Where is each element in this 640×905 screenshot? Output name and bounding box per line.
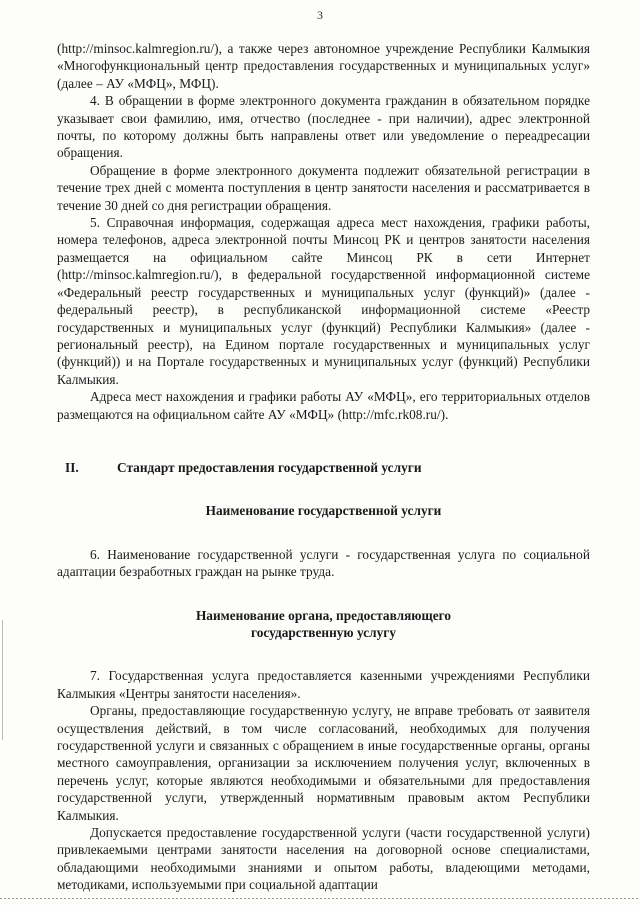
section-heading xyxy=(57,459,590,476)
authority-heading-line2: государственную услугу xyxy=(250,624,396,640)
paragraph-6: 6. Наименование государственной услуги - государственная услуга по социальной адаптации безработных граждан на рынке труда. xyxy=(57,546,590,580)
scan-edge-mark xyxy=(2,620,3,740)
paragraph-7-restrictions: Органы, предоставляющие государственную услугу, не вправе требовать от заявителя осуществления действий, в том числе согласований, необходимых для получения государственной услуги и связанных с обращением в иные государственные органы, органы местного самоуправления, организации за исключением получения услуг, включенных в перечень услуг, которые являются необходимыми и обязательными для предоставления государственной услуги, утвержденный нормативным правовым актом Республики Калмыкия. xyxy=(57,703,590,823)
authority-heading-line1: Наименование органа, предоставляющего xyxy=(195,607,452,623)
paragraph-intro: (http://minsoc.kalmregion.ru/), а также через автономное учреждение Республики Калмыкия «Многофункциональный центр предоставления государственных и муниципальных услуг» (далее – АУ «МФЦ», МФЦ). xyxy=(57,41,590,91)
paragraph-5-mfc-addresses: Адреса мест нахождения и графики работы АУ «МФЦ», его территориальных отделов размещаются на официальном сайте АУ «МФЦ» (http://mfc.rk08.ru/). xyxy=(57,389,590,422)
document-body xyxy=(57,40,590,894)
section-title: Стандарт предоставления государственной услуги xyxy=(117,459,422,475)
section-number: II. xyxy=(65,459,79,475)
paragraph-4-registration: Обращение в форме электронного документа подлежит обязательной регистрации в течение трех дней с момента поступления в центр занятости населения и рассматривается в течение 30 дней со дня регистрации обращения. xyxy=(57,162,590,213)
page-number: 3 xyxy=(317,8,323,22)
paragraph-7: 7. Государственная услуга предоставляется казенными учреждениями Республики Калмыкия «Центры занятости населения». xyxy=(57,668,590,701)
paragraph-4: 4. В обращении в форме электронного документа гражданин в обязательном порядке указывает свои фамилию, имя, отчество (последнее - при наличии), адрес электронной почты, по которому должны быть направлены ответ или уведомление о переадресации обращения. xyxy=(57,93,590,161)
scan-bottom-edge xyxy=(0,898,640,899)
service-name-heading: Наименование государственной услуги xyxy=(205,503,442,519)
authority-heading xyxy=(57,607,590,642)
paragraph-5: 5. Справочная информация, содержащая адреса мест нахождения, графики работы, номера телефонов, адреса электронной почты Минсоц РК и центров занятости населения размещается на официальном сайте Минсоц РК в сети Интернет (http://minsoc.kalmregion.ru/), в федеральной государственной информационной системе «Федеральный реестр государственных и муниципальных услуг (функций)» (далее - федеральный реестр), в республиканской информационной системе «Реестр государственных и муниципальных услуг (функций) Республики Калмыкия» (далее - региональный реестр), на Едином портале государственных и муниципальных услуг (функций)) и на Портале государственных и муниципальных услуг (функций) Республики Калмыкия. xyxy=(57,215,590,387)
paragraph-7-contract-specialists: Допускается предоставление государственной услуги (части государственной услуги) привлекаемыми центрами занятости населения на договорной основе специалистами, обладающими необходимыми знаниями и опытом работы, владеющими методами, методиками, используемыми при социальной адаптации xyxy=(57,825,590,893)
